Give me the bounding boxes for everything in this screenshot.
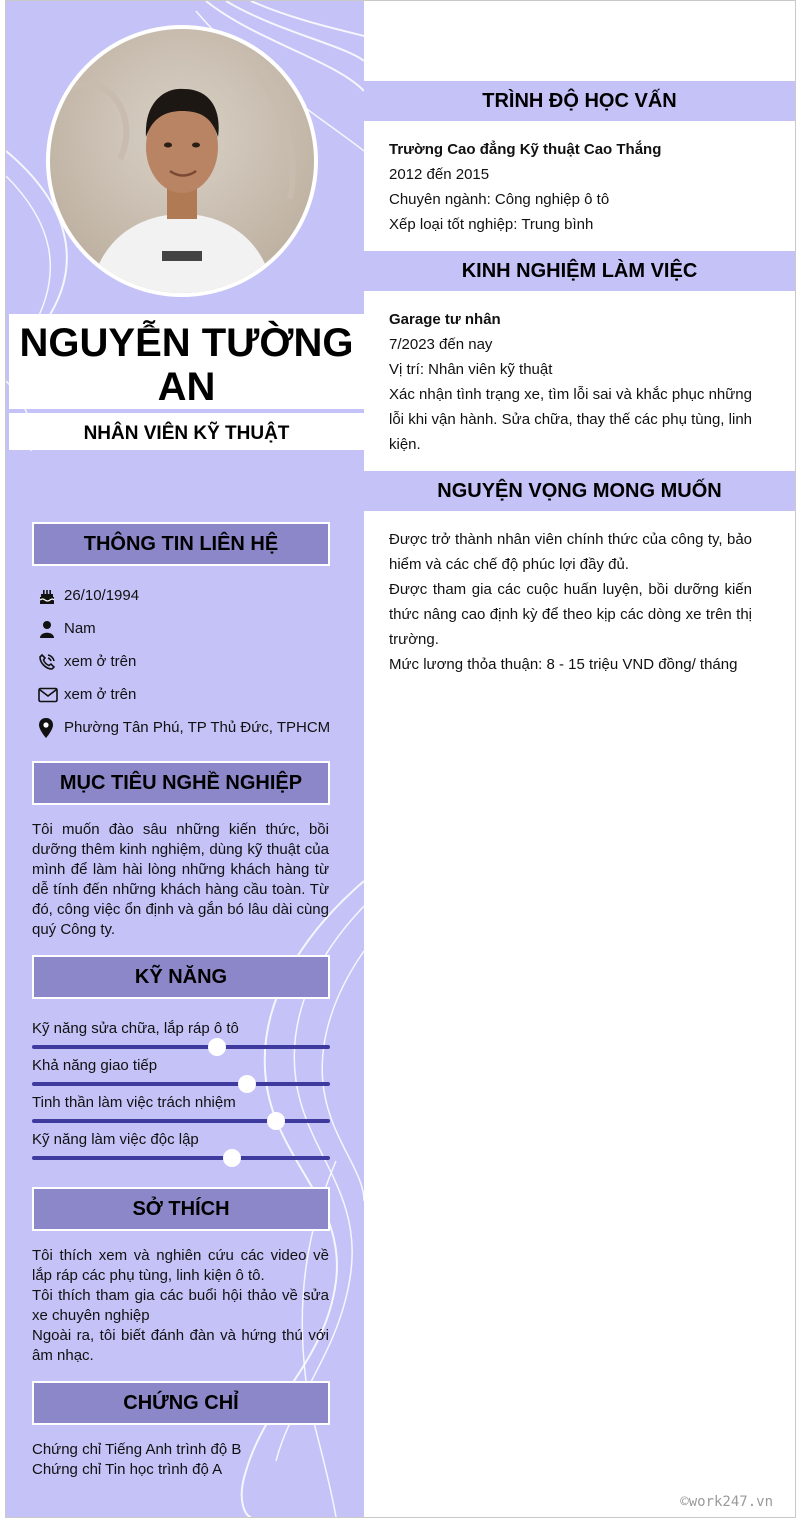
experience-section xyxy=(389,307,752,457)
envelope-icon xyxy=(32,687,64,703)
aspiration-line: Mức lương thỏa thuận: 8 - 15 triệu VND đồng/ tháng xyxy=(389,656,738,673)
title-box xyxy=(9,413,364,450)
education-grade: Xếp loại tốt nghiệp: Trung bình xyxy=(389,216,594,233)
skill-bar xyxy=(32,1045,330,1049)
contact-list xyxy=(32,579,352,744)
profile-photo xyxy=(50,29,314,293)
watermark: ©work247.vn xyxy=(680,1494,773,1510)
skill-level-knob xyxy=(223,1149,241,1167)
education-school: Trường Cao đẳng Kỹ thuật Cao Thắng xyxy=(389,141,662,158)
experience-period: 7/2023 đến nay xyxy=(389,336,493,353)
contact-email[interactable] xyxy=(32,678,352,711)
skill-item xyxy=(32,1130,330,1160)
name-box xyxy=(9,314,364,409)
contact-gender-text: Nam xyxy=(64,620,96,637)
certificate-line: Chứng chỉ Tiếng Anh trình độ B xyxy=(32,1441,242,1458)
skill-item xyxy=(32,1093,330,1123)
skill-level-knob xyxy=(238,1075,256,1093)
skill-label: Khả năng giao tiếp xyxy=(32,1057,158,1074)
candidate-name: NGUYỄN TƯỜNG AN xyxy=(19,321,354,409)
contact-email-text: xem ở trên xyxy=(64,686,137,703)
skill-item xyxy=(32,1056,330,1086)
profile-photo-frame xyxy=(46,25,318,297)
experience-position: Vị trí: Nhân viên kỹ thuật xyxy=(389,361,553,378)
education-period: 2012 đến 2015 xyxy=(389,166,490,183)
aspiration-heading: NGUYỆN VỌNG MONG MUỐN xyxy=(364,471,795,511)
contact-address-text: Phường Tân Phú, TP Thủ Đức, TPHCM xyxy=(64,719,331,736)
skill-bar xyxy=(32,1119,330,1123)
birthday-cake-icon xyxy=(32,587,64,605)
hobby-line: Ngoài ra, tôi biết đánh đàn và hứng thú với âm nhạc. xyxy=(32,1327,329,1364)
hobby-line: Tôi thích xem và nghiên cứu các video về lắp ráp các phụ tùng, linh kiện ô tô. xyxy=(32,1247,329,1284)
experience-description: Xác nhận tình trạng xe, tìm lỗi sai và khắc phục những lỗi khi vận hành. Sửa chữa, thay thế các phụ tùng, linh kiện. xyxy=(389,386,752,453)
education-section xyxy=(389,137,752,237)
skill-label: Tinh thần làm việc trách nhiệm xyxy=(32,1094,236,1111)
phone-icon xyxy=(32,653,64,671)
objective-text: Tôi muốn đào sâu những kiến thức, bồi dưỡng thêm kinh nghiệm, dùng kỹ thuật của mình để làm hài lòng những khách hàng từ dễ tính đến những khách hàng cầu toàn. Từ đó, công việc ổn định và gắn bó lâu dài cùng quý Công ty. xyxy=(32,821,329,938)
aspiration-line: Được trở thành nhân viên chính thức của công ty, bảo hiểm và các chế độ phúc lợi đầy đủ. xyxy=(389,531,752,573)
contact-heading: THÔNG TIN LIÊN HỆ xyxy=(32,522,330,566)
education-major: Chuyên ngành: Công nghiệp ô tô xyxy=(389,191,610,208)
aspiration-section xyxy=(389,527,752,677)
skill-item xyxy=(32,1019,330,1049)
hobbies-text xyxy=(32,1246,329,1366)
location-pin-icon xyxy=(32,718,64,738)
objective-heading: MỤC TIÊU NGHỀ NGHIỆP xyxy=(32,761,330,805)
aspiration-line: Được tham gia các cuộc huấn luyện, bồi dưỡng kiến thức nâng cao định kỳ để theo kịp các dòng xe trên thị trường. xyxy=(389,581,752,648)
skills-heading: KỸ NĂNG xyxy=(32,955,330,999)
main-content xyxy=(364,1,795,1517)
skill-level-knob xyxy=(208,1038,226,1056)
contact-birthday xyxy=(32,579,352,612)
job-title: NHÂN VIÊN KỸ THUẬT xyxy=(83,423,290,444)
portrait-illustration xyxy=(50,29,314,293)
skill-label: Kỹ năng sửa chữa, lắp ráp ô tô xyxy=(32,1020,239,1037)
certificates-heading: CHỨNG CHỈ xyxy=(32,1381,330,1425)
hobbies-heading: SỞ THÍCH xyxy=(32,1187,330,1231)
contact-phone[interactable] xyxy=(32,645,352,678)
left-sidebar xyxy=(6,1,364,1517)
skill-bar xyxy=(32,1082,330,1086)
experience-company: Garage tư nhân xyxy=(389,311,501,328)
cv-page xyxy=(5,0,796,1518)
education-heading: TRÌNH ĐỘ HỌC VẤN xyxy=(364,81,795,121)
contact-phone-text: xem ở trên xyxy=(64,653,137,670)
hobby-line: Tôi thích tham gia các buổi hội thảo về sửa xe chuyên nghiệp xyxy=(32,1287,329,1324)
skill-bar xyxy=(32,1156,330,1160)
contact-birthday-text: 26/10/1994 xyxy=(64,587,140,604)
contact-address xyxy=(32,711,352,744)
person-icon xyxy=(32,620,64,638)
certificate-line: Chứng chỉ Tin học trình độ A xyxy=(32,1461,223,1478)
experience-heading: KINH NGHIỆM LÀM VIỆC xyxy=(364,251,795,291)
contact-gender xyxy=(32,612,352,645)
certificates-text xyxy=(32,1440,329,1480)
skill-label: Kỹ năng làm việc độc lập xyxy=(32,1131,199,1148)
